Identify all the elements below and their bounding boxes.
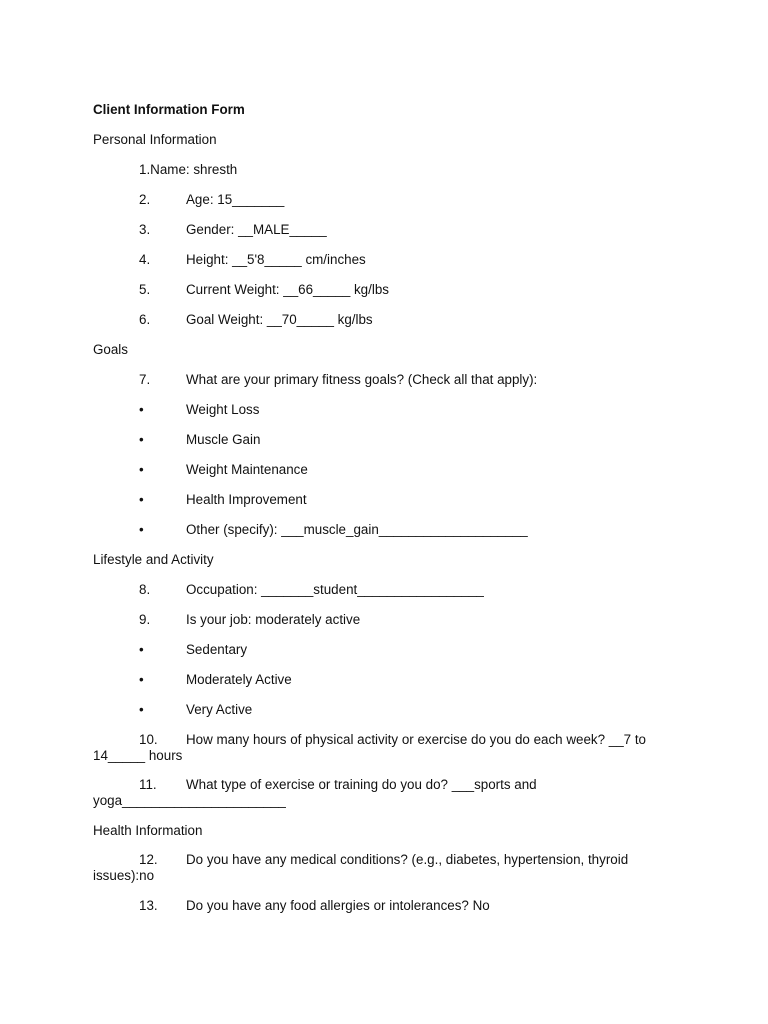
item-number: 2. — [139, 192, 151, 207]
bullet: • — [139, 642, 144, 657]
current-weight-field: Current Weight: __66_____ kg/lbs — [186, 282, 389, 297]
exercise-type-question: What type of exercise or training do you do? ___sports and — [186, 777, 537, 792]
height-field: Height: __5'8_____ cm/inches — [186, 252, 366, 267]
occupation-field: Occupation: _______student_________________ — [186, 582, 484, 597]
goal-option-label: Weight Loss — [186, 402, 260, 417]
medical-conditions-question: Do you have any medical conditions? (e.g., diabetes, hypertension, thyroid — [186, 852, 629, 867]
bullet: • — [139, 462, 144, 477]
job-activity-field: Is your job: moderately active — [186, 612, 361, 627]
item-number: 7. — [139, 372, 151, 387]
bullet: • — [139, 702, 144, 717]
item-number: 13. — [139, 898, 158, 913]
bullet: • — [139, 432, 144, 447]
form-title: Client Information Form — [93, 102, 245, 117]
bullet: • — [139, 492, 144, 507]
exercise-type-answer: yoga______________________ — [93, 793, 286, 808]
goal-option-label: Muscle Gain — [186, 432, 261, 447]
item-number: 5. — [139, 282, 151, 297]
item-number: 6. — [139, 312, 151, 327]
food-allergies-field: Do you have any food allergies or intolerances? No — [186, 898, 490, 913]
exercise-hours-answer: 14_____ hours — [93, 748, 183, 763]
goals-question: What are your primary fitness goals? (Check all that apply): — [186, 372, 538, 387]
gender-field: Gender: __MALE_____ — [186, 222, 327, 237]
item-number: 11. — [139, 777, 157, 792]
item-number: 10. — [139, 732, 158, 747]
section-heading-health: Health Information — [93, 823, 203, 838]
medical-conditions-answer: issues):no — [93, 868, 155, 883]
bullet: • — [139, 402, 144, 417]
job-option-label: Very Active — [186, 702, 253, 717]
goal-option-other-field: Other (specify): ___muscle_gain____________________ — [186, 522, 528, 537]
item-number: 4. — [139, 252, 151, 267]
bullet: • — [139, 522, 144, 537]
job-option-label: Moderately Active — [186, 672, 292, 687]
job-option-label: Sedentary — [186, 642, 248, 657]
goal-option-label: Weight Maintenance — [186, 462, 308, 477]
item-number: 3. — [139, 222, 151, 237]
exercise-hours-question: How many hours of physical activity or exercise do you do each week? __7 to — [186, 732, 646, 747]
item-number: 8. — [139, 582, 151, 597]
section-heading-goals: Goals — [93, 342, 128, 357]
bullet: • — [139, 672, 144, 687]
section-heading-personal: Personal Information — [93, 132, 217, 147]
goal-option-label: Health Improvement — [186, 492, 307, 507]
goal-weight-field: Goal Weight: __70_____ kg/lbs — [186, 312, 373, 327]
name-field: 1.Name: shresth — [139, 162, 238, 177]
item-number: 12. — [139, 852, 158, 867]
age-field: Age: 15_______ — [186, 192, 285, 207]
item-number: 9. — [139, 612, 151, 627]
section-heading-lifestyle: Lifestyle and Activity — [93, 552, 214, 567]
